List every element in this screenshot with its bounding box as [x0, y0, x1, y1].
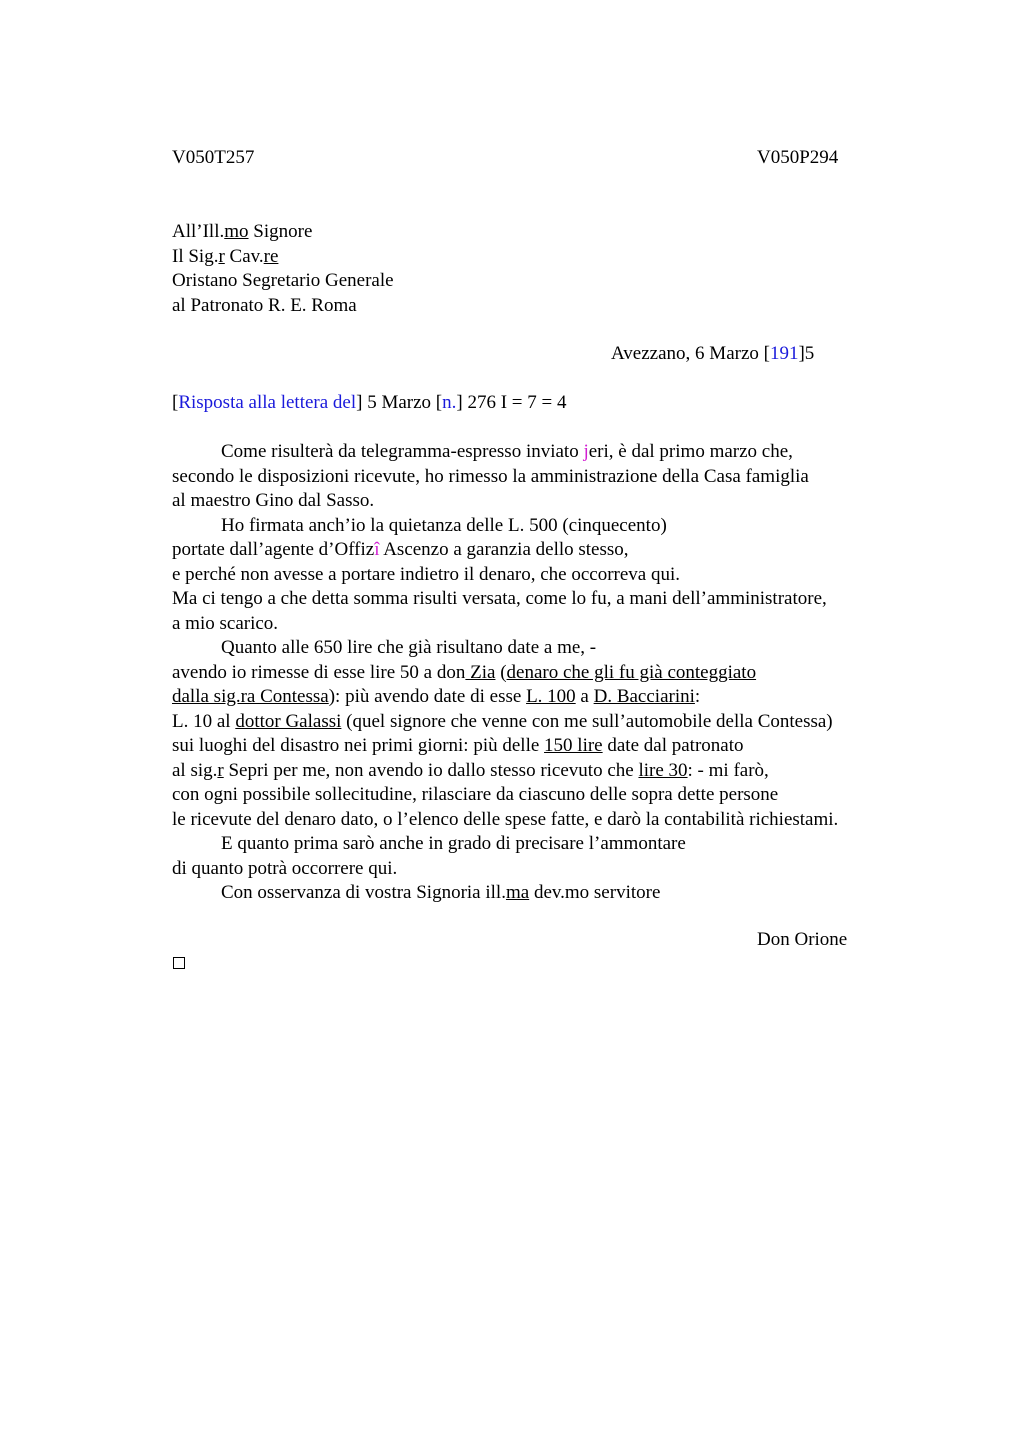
body-line: Come risulterà da telegramma-espresso inviato jeri, è dal primo marzo che, — [221, 441, 793, 462]
body-line: a mio scarico. — [172, 612, 279, 634]
superscript-abbrev: re — [263, 245, 279, 267]
letter-body — [172, 440, 838, 906]
document-code-left: V050T257 — [172, 147, 255, 168]
body-line: e perché non avesse a portare indietro il denaro, che occorreva qui. — [172, 563, 681, 585]
address-line-3: Oristano Segretario Generale — [172, 270, 394, 291]
editorial-insertion: n. — [442, 392, 457, 413]
address-line-2: Il Sig.r Cav.re — [172, 245, 279, 267]
body-line: secondo le disposizioni ricevute, ho rimesso la amministrazione della Casa famiglia — [172, 465, 809, 487]
address-line-4: al Patronato R. E. Roma — [172, 294, 357, 316]
address-line-1: All’Ill.mo Signore — [172, 221, 313, 242]
reply-reference: [Risposta alla lettera del] 5 Marzo [n.] 276 I = 7 = 4 — [172, 392, 567, 413]
body-line: dalla sig.ra Contessa): più avendo date di esse L. 100 a D. Bacciarini: — [172, 686, 701, 707]
body-line: con ogni possibile sollecitudine, rilasciare da ciascuno delle sopra dette persone — [172, 784, 779, 805]
editorial-insertion: 191 — [769, 343, 799, 364]
superscript-abbrev: r — [218, 245, 225, 267]
correction-mark: j — [583, 441, 589, 462]
body-line: portate dall’agente d’Offizî Ascenzo a garanzia dello stesso, — [172, 539, 629, 560]
body-line: Ma ci tengo a che detta somma risulti versata, come lo fu, a mani dell’amministratore, — [172, 588, 827, 609]
address-block — [172, 220, 394, 318]
body-line: Quanto alle 650 lire che già risultano date a me, - — [221, 637, 597, 658]
superscript-abbrev: mo — [224, 221, 249, 242]
signature: Don Orione — [757, 929, 848, 950]
body-line: L. 10 al dottor Galassi (quel signore che venne con me sull’automobile della Contessa) — [172, 710, 833, 732]
date-line: Avezzano, 6 Marzo [191]5 — [611, 343, 815, 364]
body-line: sui luoghi del disastro nei primi giorni: più delle 150 lire date dal patronato — [172, 735, 744, 756]
correction-mark: î — [374, 539, 380, 560]
body-line: le ricevute del denaro dato, o l’elenco delle spese fatte, e darò la contabilità richiestami. — [172, 808, 839, 830]
body-line: al maestro Gino dal Sasso. — [172, 490, 375, 511]
body-line: Con osservanza di vostra Signoria ill.ma dev.mo servitore — [221, 882, 661, 903]
editorial-insertion: Risposta alla lettera del — [178, 392, 357, 413]
end-mark-box — [173, 957, 185, 969]
body-line: E quanto prima sarò anche in grado di precisare l’ammontare — [221, 833, 686, 854]
body-line: Ho firmata anch’io la quietanza delle L. 500 (cinquecento) — [221, 514, 667, 536]
body-line: al sig.r Sepri per me, non avendo io dallo stesso ricevuto che lire 30: - mi farò, — [172, 759, 769, 781]
document-code-right: V050P294 — [757, 147, 839, 168]
body-line: avendo io rimesse di esse lire 50 a don Zia (denaro che gli fu già conteggiato — [172, 661, 757, 683]
body-line: di quanto potrà occorrere qui. — [172, 857, 398, 879]
